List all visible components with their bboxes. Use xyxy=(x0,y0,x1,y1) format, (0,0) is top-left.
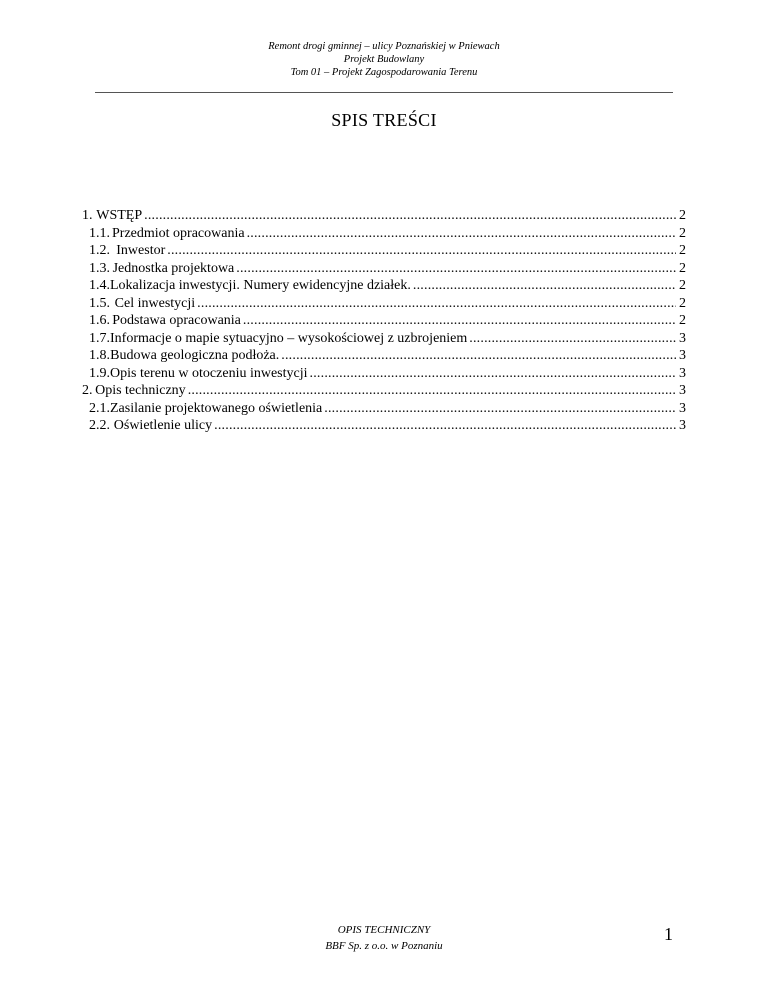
toc-leader xyxy=(144,207,676,225)
toc-leader xyxy=(324,400,676,418)
toc-number: 1.9. xyxy=(89,365,110,381)
toc-page: 3 xyxy=(679,365,686,381)
toc-entry-1-3[interactable] xyxy=(82,260,686,278)
toc-page: 2 xyxy=(679,208,686,223)
page-footer xyxy=(0,922,768,954)
toc-entry-2-1[interactable] xyxy=(82,400,686,418)
toc-number: 1.4. xyxy=(89,278,110,293)
toc-entry-1-8[interactable] xyxy=(82,347,686,365)
toc-text: Jednostka projektowa xyxy=(112,260,235,276)
footer-document-type: OPIS TECHNICZNY xyxy=(337,924,431,936)
toc-entry-1[interactable] xyxy=(82,207,686,225)
toc-text: Lokalizacja inwestycji. Numery ewidencyjne działek. xyxy=(110,278,411,293)
toc-page: 3 xyxy=(679,348,686,363)
toc-page: 2 xyxy=(679,313,686,328)
toc-number: 1.6. xyxy=(89,313,110,328)
toc-leader xyxy=(243,312,676,330)
toc-leader xyxy=(281,347,676,365)
toc-page: 3 xyxy=(679,330,686,346)
toc-leader xyxy=(197,295,676,313)
toc-number: 1.2. xyxy=(89,243,110,258)
toc-number: 1.8. xyxy=(89,348,110,363)
header-volume: Tom 01 – Projekt Zagospodarowania Terenu xyxy=(290,67,478,78)
toc-number: 2.1. xyxy=(89,400,110,416)
toc-text: Zasilanie projektowanego oświetlenia xyxy=(110,400,323,416)
toc-leader xyxy=(413,277,676,295)
toc-text: WSTĘP xyxy=(96,208,143,223)
toc-page: 2 xyxy=(679,225,686,241)
toc-number: 1.7. xyxy=(89,330,110,346)
header-divider xyxy=(95,92,673,93)
toc-entry-1-2[interactable] xyxy=(82,242,686,260)
toc-entry-1-5[interactable] xyxy=(82,295,686,313)
toc-page: 2 xyxy=(679,278,686,293)
toc-number: 1.1. xyxy=(89,225,110,241)
toc-page: 3 xyxy=(679,383,686,398)
toc-number: 1.5. xyxy=(89,295,110,311)
page-header xyxy=(0,40,768,79)
toc-page: 3 xyxy=(679,418,686,433)
toc-text: Informacje o mapie sytuacyjno – wysokościowej z uzbrojeniem xyxy=(110,330,468,346)
toc-text: Inwestor xyxy=(116,243,166,258)
header-project-type: Projekt Budowlany xyxy=(343,54,425,65)
toc-number: 2.2. xyxy=(89,418,110,433)
toc-leader xyxy=(310,365,676,383)
toc-leader xyxy=(188,382,676,400)
table-of-contents xyxy=(82,207,686,435)
toc-page: 2 xyxy=(679,295,686,311)
toc-text: Oświetlenie ulicy xyxy=(113,418,213,433)
toc-leader xyxy=(214,417,676,435)
toc-leader xyxy=(469,330,676,348)
header-project-title: Remont drogi gminnej – ulicy Poznańskiej w Pniewach xyxy=(268,41,500,52)
toc-number: 1.3. xyxy=(89,260,110,276)
footer-company: BBF Sp. z o.o. w Poznaniu xyxy=(325,940,443,952)
toc-leader xyxy=(167,242,676,260)
toc-text: Budowa geologiczna podłoża. xyxy=(110,348,280,363)
toc-text: Cel inwestycji xyxy=(114,295,196,311)
toc-text: Przedmiot opracowania xyxy=(112,225,245,241)
toc-number: 2. xyxy=(82,383,93,398)
toc-entry-1-1[interactable] xyxy=(82,225,686,243)
toc-page: 2 xyxy=(679,243,686,258)
toc-entry-1-4[interactable] xyxy=(82,277,686,295)
toc-page: 3 xyxy=(679,400,686,416)
page-number: 1 xyxy=(664,924,673,944)
toc-entry-1-6[interactable] xyxy=(82,312,686,330)
toc-entry-2-2[interactable] xyxy=(82,417,686,435)
toc-page: 2 xyxy=(679,260,686,276)
toc-leader xyxy=(247,225,676,243)
toc-leader xyxy=(236,260,676,278)
toc-text: Opis terenu w otoczeniu inwestycji xyxy=(110,365,308,381)
toc-title: SPIS TREŚCI xyxy=(331,110,437,130)
toc-entry-1-7[interactable] xyxy=(82,330,686,348)
toc-text: Podstawa opracowania xyxy=(112,313,241,328)
toc-entry-2[interactable] xyxy=(82,382,686,400)
toc-number: 1. xyxy=(82,208,93,223)
toc-entry-1-9[interactable] xyxy=(82,365,686,383)
toc-text: Opis techniczny xyxy=(95,383,186,398)
